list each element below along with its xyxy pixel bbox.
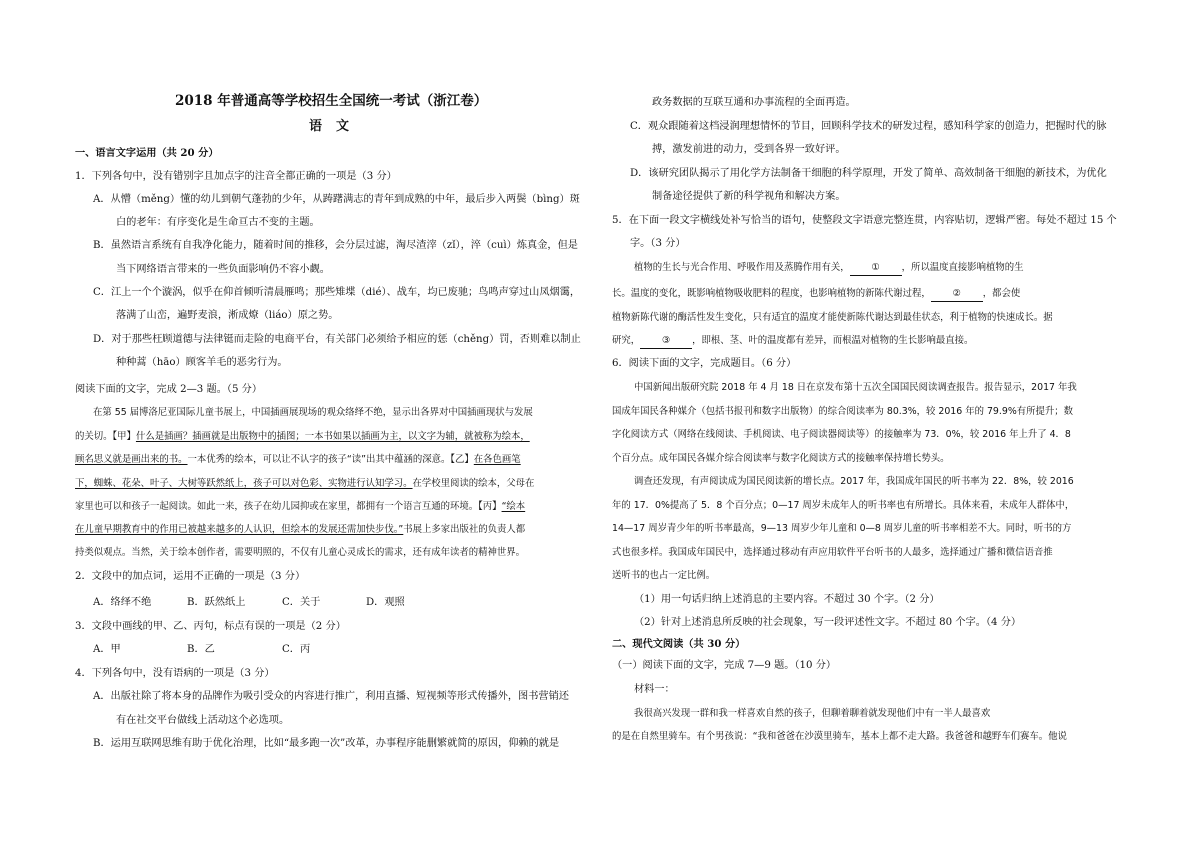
q5-text: [634, 261, 1024, 276]
q5-text: 植物新陈代谢的酶活性发生变化，只有适宜的温度才能使新陈代谢达到最佳状态，利于植物的快速成长。据: [612, 312, 1053, 323]
q2-option: A．络绎不绝: [93, 597, 152, 608]
passage-text: 家里也可以和孩子一起阅读。如此一来，孩子在幼儿园抑或在家里，都拥有一个语言互通的环境。【丙】: [75, 501, 502, 512]
passage-line: [75, 453, 521, 467]
q5-text-part: 植物的生长与光合作用、呼吸作用及蒸腾作用有关，: [634, 262, 850, 273]
q5-text-part: ，即根、茎、叶的温度都有差异，而根温对植物的生长影响最直接。: [692, 335, 974, 346]
section-heading: 二、现代文阅读（共 30 分）: [612, 638, 746, 650]
blank-1[interactable]: ①: [850, 261, 902, 276]
exam-title: 2018 年普通高等学校招生全国统一考试（浙江卷）: [175, 93, 488, 109]
q5-text-part: ，所以温度直接影响植物的生: [901, 262, 1024, 273]
q6-text: 14—17 周岁青少年的听书率最高，9—13 周岁少年儿童和 0—8 周岁儿童的听书率相差不大。同时，听书的方: [612, 523, 1072, 534]
sub-heading: （一）阅读下面的文字，完成 7—9 题。（10 分）: [612, 660, 837, 671]
q2-option: C．关于: [282, 597, 321, 608]
q6-text: 字化阅读方式（网络在线阅读、手机阅读、电子阅读器阅读等）的接触率为 73．0%，较 2016 年上升了 4．8: [612, 429, 1071, 440]
option-c-cont: 落满了山峦，遍野麦浪，淅成燎（liáo）原之势。: [116, 310, 339, 321]
passage-line: [75, 477, 534, 491]
q3-option: C．丙: [282, 644, 311, 655]
material-text: 我很高兴发现一群和我一样喜欢自然的孩子，但聊着聊着就发现他们中有一半人最喜欢: [634, 708, 991, 719]
q5-text-part: 长。温度的变化，既影响植物吸收肥料的程度，也影响植物的新陈代谢过程，: [612, 288, 931, 299]
passage-line: [75, 523, 525, 537]
option-a-cont: 有在社交平台做线上活动这个必选项。: [116, 715, 290, 726]
option-a: A．出版社除了将本身的品牌作为吸引受众的内容进行推广，利用直播、短视频等形式传播外，图书营销还: [93, 691, 569, 702]
q2-option: B．跃然纸上: [187, 597, 246, 608]
passage-line: [75, 430, 530, 444]
passage-text: 在学校里阅读的绘本，父母在: [412, 478, 535, 489]
sentence-jia-cont: 顾名思义就是画出来的书。: [75, 454, 188, 465]
q6-text: 调查还发现，有声阅读成为国民阅读新的增长点。2017 年，我国成年国民的听书率为 22．8%，较 2016: [634, 476, 1074, 487]
blank-3[interactable]: ③: [640, 334, 692, 349]
q5-text-part: 研究，: [612, 335, 641, 346]
option-a: A．从懵（měng）懂的幼儿到朝气蓬勃的少年，从踌躇满志的青年到成熟的中年，最后步入两鬓（bìng）斑: [93, 194, 580, 205]
passage-line: [75, 500, 525, 514]
blank-2[interactable]: ②: [931, 287, 983, 302]
sentence-bing-cont: 在儿童早期教育中的作用已被越来越多的人认识，但绘本的发展还需加快步伐。”: [75, 524, 404, 535]
q5-text: [612, 334, 973, 349]
option-a-cont: 白的老年：有序变化是生命亘古不变的主题。: [116, 217, 320, 228]
q5-text: [612, 287, 1020, 302]
q6-text: 中国新闻出版研究院 2018 年 4 月 18 日在京发布第十五次全国国民阅读调查报告。报告显示，2017 年我: [634, 382, 1077, 393]
q6-text: 国成年国民各种媒介（包括书报刊和数字出版物）的综合阅读率为 80.3%，较 2016 年的 79.9%有所提升；数: [612, 406, 1073, 417]
question-stem: 5．在下面一段文字横线处补写恰当的语句，使整段文字语意完整连贯，内容贴切，逻辑严密。每处不超过 15 个: [612, 215, 1117, 226]
option-b-cont: 当下网络语言带来的一些负面影响仍不容小觑。: [116, 264, 330, 275]
q3-option: A．甲: [93, 644, 121, 655]
sentence-bing: “绘本: [501, 501, 526, 512]
option-c-cont: 搏，激发前进的动力，受到各界一致好评。: [652, 144, 846, 155]
q2-option: D．观照: [366, 597, 405, 608]
material-text: 的是在自然里骑车。有个男孩说：“我和爸爸在沙漠里骑车，基本上都不走大路。我爸爸和越野车们赛车。他说: [612, 731, 1067, 742]
question-stem: 4．下列各句中，没有语病的一项是（3 分）: [75, 668, 275, 679]
option-d-cont: 种种蒿（hāo）顾客羊毛的恶劣行为。: [116, 357, 288, 368]
passage-text: 一本优秀的绘本，可以让不认字的孩子“读”出其中蕴涵的深意。【乙】: [187, 454, 474, 465]
q6-subquestion: （2）针对上述消息所反映的社会现象，写一段评述性文字。不超过 80 个字。（4 分）: [634, 617, 1022, 628]
subject-title: 语文: [309, 119, 364, 134]
option-d-cont: 制备途径提供了新的科学视角和解决方案。: [652, 191, 846, 202]
q6-subquestion: （1）用一句话归纳上述消息的主要内容。不超过 30 个字。（2 分）: [634, 594, 940, 605]
option-d: D．对于那些枉顾道德与法律铤而走险的电商平台，有关部门必须给予相应的惩（chěng）罚，否则难以制止: [93, 334, 581, 345]
section-heading: 一、语言文字运用（共 20 分）: [75, 147, 219, 159]
sentence-jia: 什么是插画？插画就是出版物中的插图；一本书如果以插画为主，以文字为辅，就被称为绘本，: [135, 431, 530, 442]
question-stem: 1．下列各句中，没有错别字且加点字的注音全都正确的一项是（3 分）: [75, 171, 397, 182]
q6-text: 式也很多样。我国成年国民中，选择通过移动有声应用软件平台听书的人最多，选择通过广播和微信语音推: [612, 547, 1053, 558]
question-stem: 6．阅读下面的文字，完成题目。（6 分）: [612, 358, 797, 369]
material-label: 材料一：: [634, 684, 675, 695]
option-b: B．运用互联网思维有助于优化治理，比如“最多跑一次”改革，办事程序能删繁就简的原因，仰赖的就是: [93, 738, 560, 749]
q3-option: B．乙: [187, 644, 215, 655]
option-b: B．虽然语言系统有自我净化能力，随着时间的推移，会分层过滤，淘尽渣滓（zǐ），淬（cuì）炼真金，但是: [93, 240, 578, 251]
passage-text: 书展上多家出版社的负责人都: [403, 524, 526, 535]
passage-intro: 阅读下面的文字，完成 2—3 题。（5 分）: [75, 384, 263, 395]
q6-text: 送听书的也占一定比例。: [612, 570, 716, 581]
question-stem: 2．文段中的加点词，运用不正确的一项是（3 分）: [75, 571, 306, 582]
question-stem: 3．文段中画线的甲、乙、丙句，标点有误的一项是（2 分）: [75, 621, 346, 632]
passage-line: 在第 55 届博洛尼亚国际儿童书展上，中国插画展现场的观众络绎不绝，显示出各界对中国插画现状与发展: [93, 407, 533, 418]
option-d: D．该研究团队揭示了用化学方法制备干细胞的科学原理，开发了简单、高效制备干细胞的新技术，为优化: [630, 168, 1107, 179]
q6-text: 年的 17．0%提高了 5．8 个百分点；0—17 周岁未成年人的听书率也有所增长。具体来看，未成年人群体中，: [612, 500, 1075, 511]
option-b-cont: 政务数据的互联互通和办事流程的全面再造。: [652, 97, 856, 108]
passage-text: 的关切。【甲】: [75, 431, 136, 442]
q5-text-part: ，都会使: [982, 288, 1021, 299]
passage-line: 持类似观点。当然，关于绘本创作者，需要明照的，不仅有儿童心灵成长的需求，还有成年读者的精神世界。: [75, 547, 526, 558]
q6-text: 个百分点。成年国民各媒介综合阅读率与数字化阅读方式的接触率保持增长势头。: [612, 453, 950, 464]
option-c: C．观众跟随着这档浸润理想情怀的节目，回顾科学技术的研发过程，感知科学家的创造力，把握时代的脉: [630, 121, 1107, 132]
sentence-yi-cont: 下，蜘蛛、花朵、叶子、大树等跃然纸上，孩子可以对色彩、实物进行认知学习。: [75, 478, 413, 489]
question-stem-cont: 字。（3 分）: [630, 238, 686, 249]
option-c: C．江上一个个漩涡，似乎在仰首倾听清晨雁鸣；那些雉堞（dié）、战车，均已废驰；鸟鸣声穿过山凤烟霭，: [93, 287, 581, 298]
sentence-yi: 在各色画笔: [473, 454, 521, 465]
